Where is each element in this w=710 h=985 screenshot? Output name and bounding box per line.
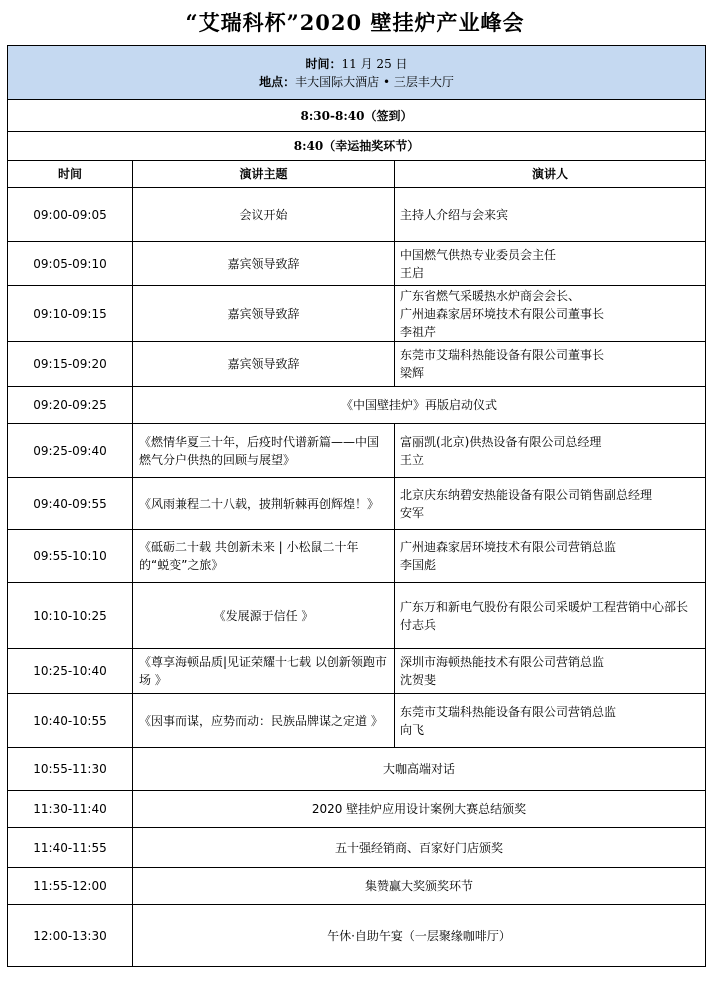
table-row	[8, 905, 706, 967]
speaker-line: 主持人介绍与会来宾	[400, 207, 509, 222]
row-time: 11:55-12:00	[8, 868, 133, 905]
table-row	[8, 188, 706, 242]
place-label: 地点：	[259, 74, 296, 89]
row-time: 11:40-11:55	[8, 828, 133, 868]
row-event: 集赞赢大奖颁奖环节	[133, 868, 706, 905]
speaker-line: 北京庆东纳碧安热能设备有限公司销售副总经理	[400, 487, 653, 502]
row-time: 10:40-10:55	[8, 694, 133, 748]
speaker-line: 王启	[400, 265, 425, 280]
info-cell	[8, 46, 706, 100]
signin-cell: 8:30-8:40（签到）	[8, 100, 706, 132]
table-row	[8, 424, 706, 478]
place-line	[8, 73, 705, 91]
row-event: 五十强经销商、百家好门店颁奖	[133, 828, 706, 868]
row-topic: 会议开始	[133, 188, 395, 242]
row-speaker	[395, 188, 706, 242]
row-speaker	[395, 649, 706, 694]
speaker-line: 富丽凯(北京)供热设备有限公司总经理	[400, 434, 602, 449]
lottery-row	[8, 132, 706, 161]
header-row	[8, 161, 706, 188]
speaker-line: 安军	[400, 505, 425, 520]
table-row	[8, 694, 706, 748]
time-label: 时间：	[305, 56, 342, 71]
row-time: 09:05-09:10	[8, 242, 133, 286]
row-time: 09:00-09:05	[8, 188, 133, 242]
page-title: “艾瑞科杯”2020 壁挂炉产业峰会	[185, 10, 525, 35]
table-row	[8, 387, 706, 424]
time-line	[8, 55, 705, 73]
table-row	[8, 791, 706, 828]
speaker-line: 深圳市海顿热能技术有限公司营销总监	[400, 655, 605, 669]
speaker-line: 广州迪森家居环境技术有限公司董事长	[400, 306, 605, 321]
speaker-line: 沈贺斐	[400, 673, 437, 687]
row-speaker	[395, 530, 706, 583]
row-time: 12:00-13:30	[8, 905, 133, 967]
row-time: 11:30-11:40	[8, 791, 133, 828]
row-speaker	[395, 342, 706, 387]
table-row	[8, 286, 706, 342]
row-time: 09:10-09:15	[8, 286, 133, 342]
row-time: 09:40-09:55	[8, 478, 133, 530]
table-row	[8, 748, 706, 791]
lottery-cell: 8:40（幸运抽奖环节）	[8, 132, 706, 161]
row-event: 午休·自助午宴（一层聚缘咖啡厅）	[133, 905, 706, 967]
header-speaker: 演讲人	[395, 161, 706, 188]
table-row	[8, 342, 706, 387]
table-row	[8, 242, 706, 286]
row-topic: 《风雨兼程二十八载，披荆斩棘再创辉煌！》	[133, 478, 395, 530]
speaker-line: 梁辉	[400, 366, 425, 380]
row-topic: 《砥砺二十载 共创新未来 | 小松鼠二十年的“蜕变”之旅》	[133, 530, 395, 583]
row-topic: 《燃情华夏三十年，后疫时代谱新篇——中国燃气分户供热的回顾与展望》	[133, 424, 395, 478]
row-topic: 《尊享海顿品质|见证荣耀十七载 以创新领跑市场 》	[133, 649, 395, 694]
row-speaker	[395, 242, 706, 286]
table-row	[8, 530, 706, 583]
row-time: 10:10-10:25	[8, 583, 133, 649]
row-topic: 嘉宾领导致辞	[133, 286, 395, 342]
row-time: 09:55-10:10	[8, 530, 133, 583]
speaker-line: 王立	[400, 452, 425, 467]
row-speaker	[395, 424, 706, 478]
header-time: 时间	[8, 161, 133, 188]
speaker-line: 东莞市艾瑞科热能设备有限公司营销总监	[400, 704, 617, 719]
place-value: 丰大国际大酒店 • 三层丰大厅	[295, 74, 454, 89]
speaker-line: 中国燃气供热专业委员会主任	[400, 247, 557, 262]
speaker-line: 广州迪森家居环境技术有限公司营销总监	[400, 540, 617, 554]
signin-row	[8, 100, 706, 132]
table-row	[8, 583, 706, 649]
row-speaker	[395, 583, 706, 649]
row-topic: 嘉宾领导致辞	[133, 342, 395, 387]
header-topic: 演讲主题	[133, 161, 395, 188]
row-speaker	[395, 478, 706, 530]
table-row	[8, 649, 706, 694]
time-value: 11 月 25 日	[341, 56, 408, 71]
table-row	[8, 868, 706, 905]
row-speaker	[395, 694, 706, 748]
speaker-line: 东莞市艾瑞科热能设备有限公司董事长	[400, 348, 605, 362]
row-topic: 嘉宾领导致辞	[133, 242, 395, 286]
table-row	[8, 478, 706, 530]
table-row	[8, 828, 706, 868]
speaker-line: 付志兵	[400, 617, 437, 632]
row-event: 2020 壁挂炉应用设计案例大赛总结颁奖	[133, 791, 706, 828]
row-speaker	[395, 286, 706, 342]
info-row	[8, 46, 706, 100]
row-time: 09:15-09:20	[8, 342, 133, 387]
row-time: 09:25-09:40	[8, 424, 133, 478]
row-time: 09:20-09:25	[8, 387, 133, 424]
row-event: 《中国壁挂炉》再版启动仪式	[133, 387, 706, 424]
speaker-line: 李祖芹	[400, 324, 437, 339]
speaker-line: 李国彪	[400, 558, 437, 572]
row-time: 10:25-10:40	[8, 649, 133, 694]
speaker-line: 广东万和新电气股份有限公司采暖炉工程营销中心部长	[400, 599, 689, 614]
row-time: 10:55-11:30	[8, 748, 133, 791]
row-topic: 《因事而谋，应势而动：民族品牌谋之定道 》	[133, 694, 395, 748]
speaker-line: 向飞	[400, 722, 425, 737]
row-event: 大咖高端对话	[133, 748, 706, 791]
speaker-line: 广东省燃气采暖热水炉商会会长、	[400, 288, 581, 303]
agenda-table	[7, 45, 706, 967]
row-topic: 《发展源于信任 》	[133, 583, 395, 649]
